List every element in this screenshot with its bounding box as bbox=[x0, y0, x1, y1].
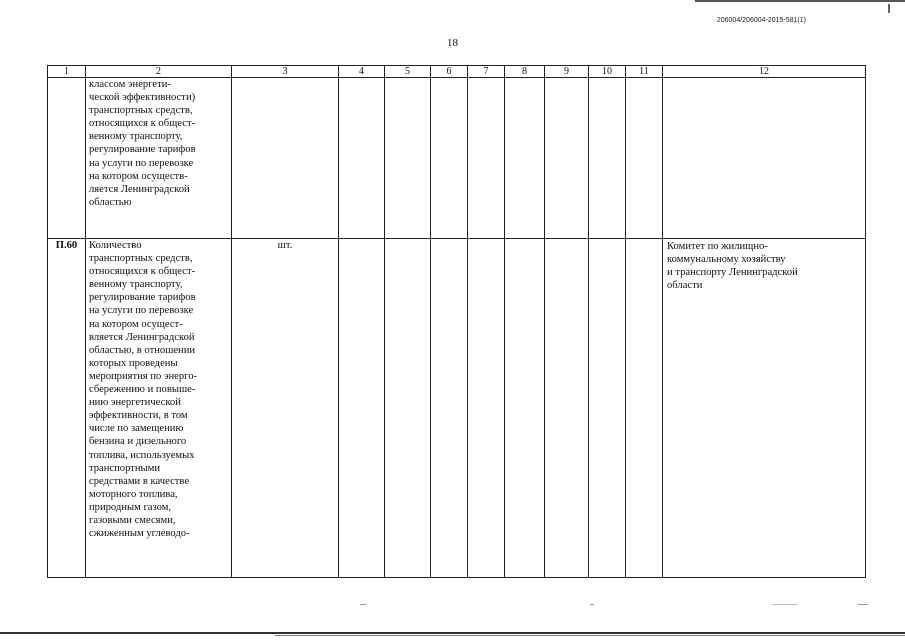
empty-cell bbox=[385, 78, 431, 239]
empty-cell bbox=[626, 239, 663, 578]
document-id: 206004/206004-2015-581(1) bbox=[716, 17, 806, 24]
column-header: 9 bbox=[545, 66, 589, 78]
row-description: Количество транспортных средств, относящихся к общест- венному транспорту, регулирование тарифов на услуги по перевозке на котором осущест- вляется Ленинградской областью, в отношении которых проведены мероприятия по энерго- сбережению и повыше- нию энергетической эффективности, в том числе по замещению бензина и дизельного топлива, используемых транспортными средствами в качестве моторного топлива, природным газом, газовыми смесями, сжиженным углеводо- bbox=[89, 240, 198, 540]
row-responsible bbox=[663, 78, 865, 80]
row-responsible: Комитет по жилищно- коммунальному хозяйству и транспорту Ленинградской области bbox=[667, 241, 798, 292]
row-responsible-cell bbox=[663, 239, 866, 578]
table-row bbox=[48, 78, 866, 239]
scan-edge-tick bbox=[888, 4, 890, 13]
scan-bottom-edge bbox=[0, 632, 905, 634]
empty-cell bbox=[589, 78, 626, 239]
scan-bottom-edge-inner bbox=[275, 635, 905, 636]
row-description-cell bbox=[86, 239, 232, 578]
column-header: 1 bbox=[48, 66, 86, 78]
row-responsible-cell bbox=[663, 78, 866, 239]
empty-cell bbox=[505, 239, 545, 578]
scan-edge-mark bbox=[695, 0, 905, 2]
column-header: 4 bbox=[339, 66, 385, 78]
empty-cell bbox=[339, 239, 385, 578]
indicators-table bbox=[47, 65, 866, 578]
empty-cell bbox=[626, 78, 663, 239]
empty-cell bbox=[545, 239, 589, 578]
table-row bbox=[48, 239, 866, 578]
row-code: П.60 bbox=[48, 239, 86, 578]
column-number-header-row bbox=[48, 66, 866, 78]
empty-cell bbox=[339, 78, 385, 239]
empty-cell bbox=[505, 78, 545, 239]
row-description: классом энергети- ческой эффективности) транспортных средств, относящихся к общест- венному транспорту, регулирование тарифов на услуги по перевозке на котором осуществ- ляется Ленинградской областью bbox=[89, 79, 196, 208]
column-header: 6 bbox=[431, 66, 468, 78]
row-unit: шт. bbox=[232, 239, 339, 578]
column-header: 12 bbox=[663, 66, 866, 78]
scan-speck bbox=[772, 604, 798, 605]
empty-cell bbox=[431, 78, 468, 239]
row-description-cell bbox=[86, 78, 232, 239]
column-header: 8 bbox=[505, 66, 545, 78]
row-code bbox=[48, 78, 86, 239]
row-unit bbox=[232, 78, 339, 239]
column-header: 11 bbox=[626, 66, 663, 78]
column-header: 7 bbox=[468, 66, 505, 78]
column-header: 5 bbox=[385, 66, 431, 78]
empty-cell bbox=[468, 239, 505, 578]
empty-cell bbox=[431, 239, 468, 578]
column-header: 10 bbox=[589, 66, 626, 78]
empty-cell bbox=[468, 78, 505, 239]
empty-cell bbox=[545, 78, 589, 239]
page-number: 18 bbox=[447, 37, 458, 49]
scan-speck bbox=[858, 604, 868, 605]
column-header: 3 bbox=[232, 66, 339, 78]
empty-cell bbox=[589, 239, 626, 578]
empty-cell bbox=[385, 239, 431, 578]
scan-speck bbox=[590, 604, 594, 605]
scan-speck bbox=[360, 604, 366, 605]
column-header: 2 bbox=[86, 66, 232, 78]
